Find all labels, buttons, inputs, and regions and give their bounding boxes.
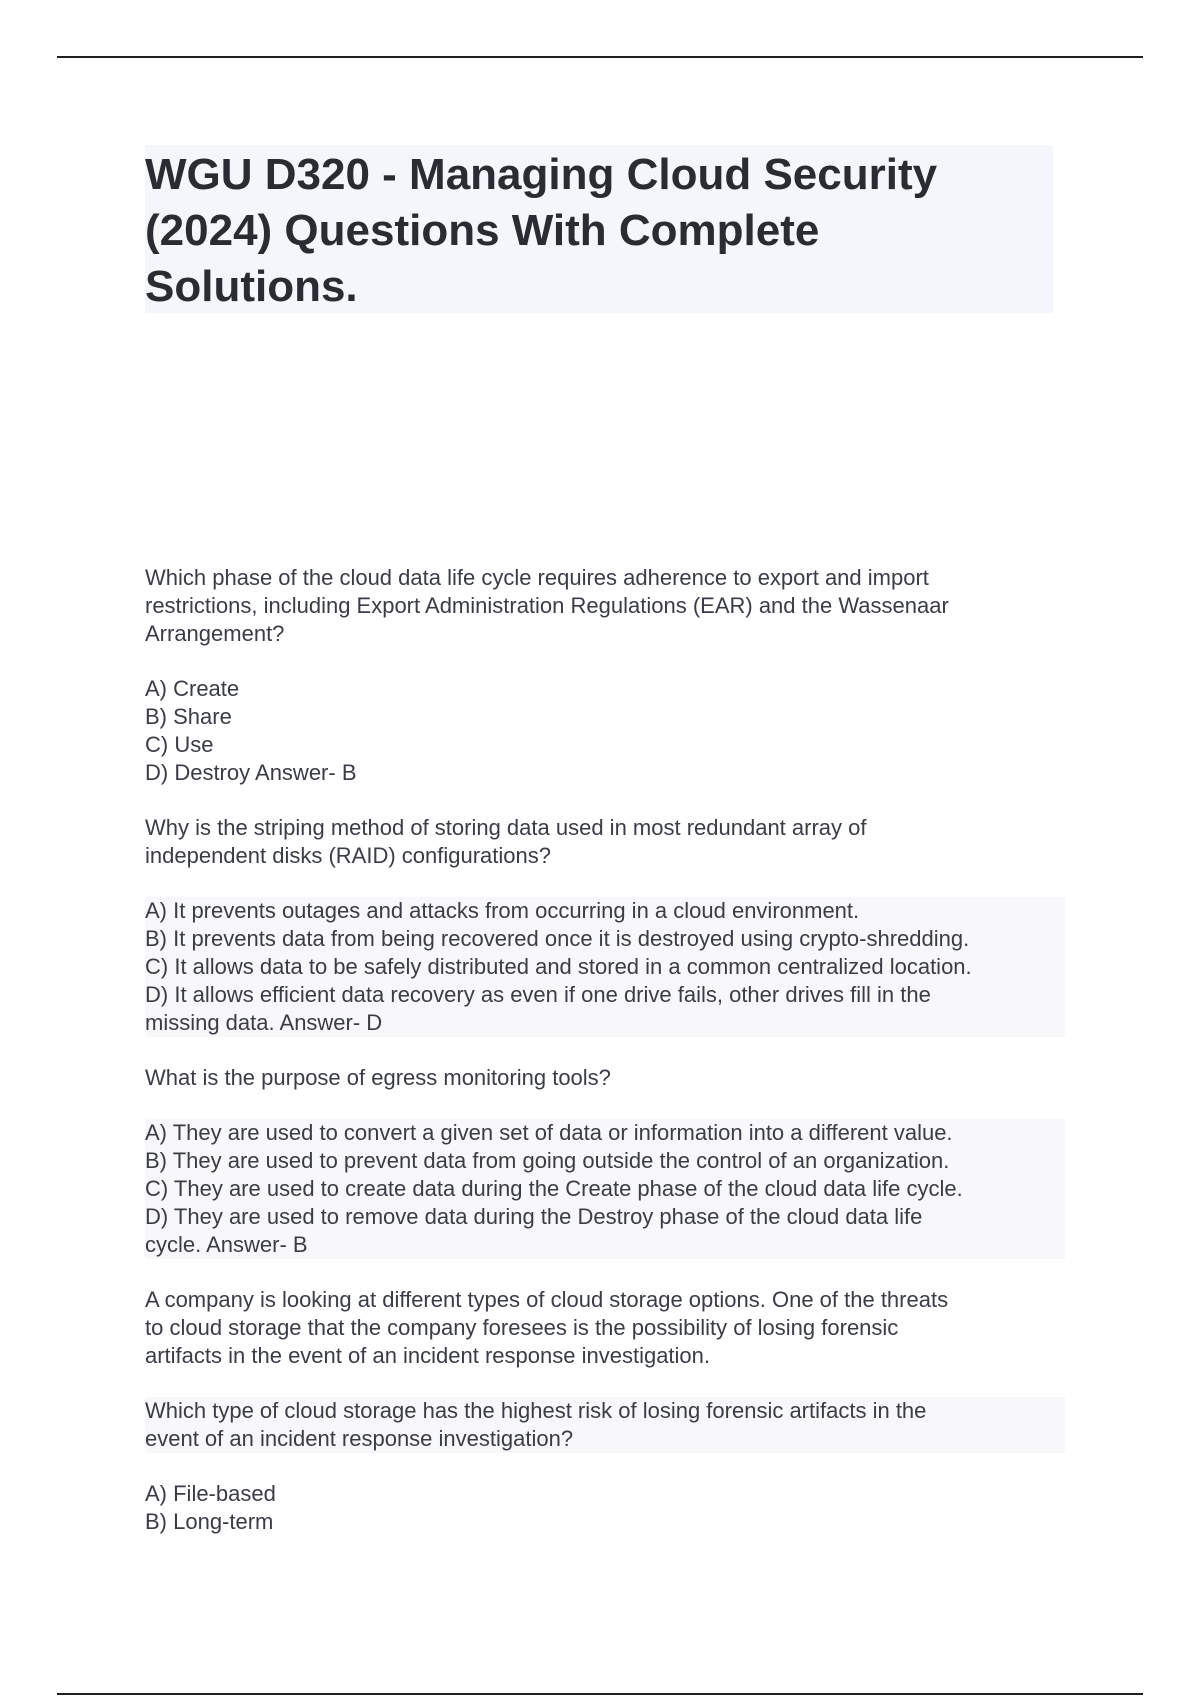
- bottom-rule: [57, 1693, 1143, 1695]
- question-block: [145, 1286, 1065, 1536]
- option-line: A) They are used to convert a given set of data or information into a different value.: [145, 1120, 953, 1145]
- title-line: WGU D320 - Managing Cloud Security: [145, 150, 938, 199]
- option-line: B) They are used to prevent data from going outside the control of an organization.: [145, 1148, 950, 1173]
- question-line: Why is the striping method of storing data used in most redundant array of: [145, 815, 867, 840]
- option-line: C) Use: [145, 732, 214, 757]
- question-block: [145, 1064, 1065, 1259]
- title-line: (2024) Questions With Complete: [145, 206, 820, 255]
- option-line: D) They are used to remove data during the Destroy phase of the cloud data life: [145, 1204, 923, 1229]
- option-line-with-answer: cycle. Answer- B: [145, 1232, 308, 1257]
- title-line: Solutions.: [145, 262, 358, 311]
- scenario-line: artifacts in the event of an incident response investigation.: [145, 1343, 711, 1368]
- option-line-with-answer: missing data. Answer- D: [145, 1010, 383, 1035]
- option-line: A) Create: [145, 676, 240, 701]
- question-text: [145, 814, 1065, 870]
- question-block: [145, 814, 1065, 1037]
- option-line: D) It allows efficient data recovery as even if one drive fails, other drives fill in the: [145, 982, 931, 1007]
- scenario-line: A company is looking at different types of cloud storage options. One of the threats: [145, 1287, 949, 1312]
- scenario-line: to cloud storage that the company foresees is the possibility of losing forensic: [145, 1315, 899, 1340]
- question-text: [145, 564, 1065, 648]
- top-rule: [57, 56, 1143, 58]
- option-line-with-answer: D) Destroy Answer- B: [145, 760, 357, 785]
- answer-options: [145, 1480, 1065, 1536]
- question-line: Which phase of the cloud data life cycle requires adherence to export and import: [145, 565, 929, 590]
- option-line: A) It prevents outages and attacks from occurring in a cloud environment.: [145, 898, 860, 923]
- scenario-text: [145, 1286, 1065, 1370]
- option-line: C) They are used to create data during the Create phase of the cloud data life cycle.: [145, 1176, 963, 1201]
- answer-options: [145, 1119, 1065, 1259]
- question-list: [145, 564, 1065, 1536]
- option-line: A) File-based: [145, 1481, 276, 1506]
- option-line: B) Long-term: [145, 1509, 274, 1534]
- question-text: [145, 1064, 1065, 1092]
- page-title: [145, 145, 1053, 315]
- answer-options: [145, 897, 1065, 1037]
- option-line: B) Share: [145, 704, 232, 729]
- title-block: [145, 145, 1053, 313]
- question-line: independent disks (RAID) configurations?: [145, 843, 552, 868]
- question-line: Arrangement?: [145, 621, 285, 646]
- answer-options: [145, 675, 1065, 787]
- option-line: B) It prevents data from being recovered once it is destroyed using crypto-shredding.: [145, 926, 970, 951]
- question-line: What is the purpose of egress monitoring tools?: [145, 1065, 611, 1090]
- question-line: Which type of cloud storage has the highest risk of losing forensic artifacts in the: [145, 1398, 927, 1423]
- question-line: restrictions, including Export Administration Regulations (EAR) and the Wassenaar: [145, 593, 949, 618]
- question-block: [145, 564, 1065, 787]
- question-line: event of an incident response investigation?: [145, 1426, 574, 1451]
- option-line: C) It allows data to be safely distributed and stored in a common centralized location.: [145, 954, 972, 979]
- question-text: [145, 1397, 1065, 1453]
